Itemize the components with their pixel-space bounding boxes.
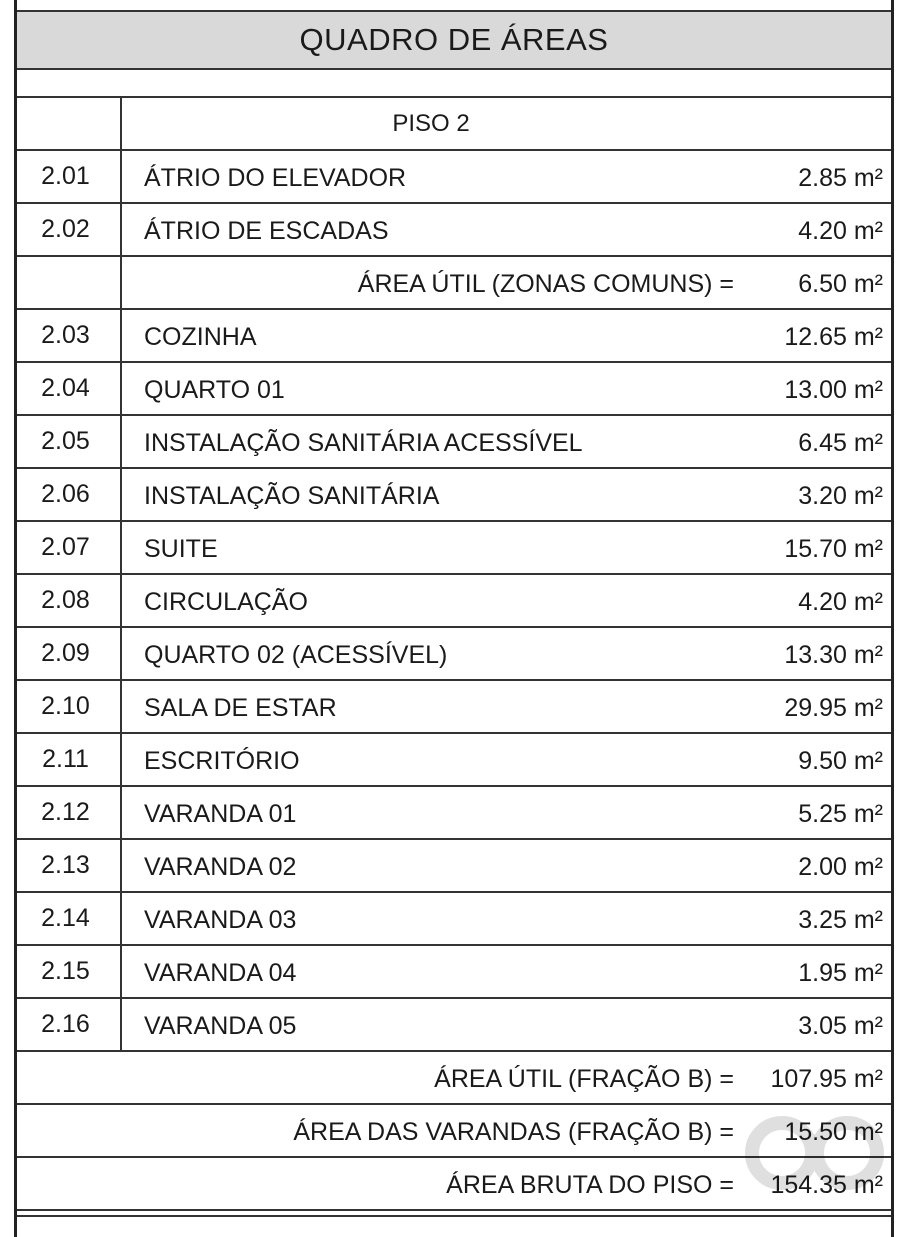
room-code: 2.11 xyxy=(17,734,122,785)
room-code: 2.01 xyxy=(17,151,122,202)
room-code: 2.02 xyxy=(17,204,122,255)
room-code: 2.06 xyxy=(17,469,122,520)
room-name: VARANDA 05 xyxy=(144,1012,297,1040)
total-label: ÁREA BRUTA DO PISO = xyxy=(446,1171,734,1199)
floor-header-row xyxy=(17,98,891,151)
room-code: 2.15 xyxy=(17,946,122,997)
room-area: 3.05 m² xyxy=(798,1012,883,1040)
room-area: 29.95 m² xyxy=(784,694,883,722)
room-code: 2.04 xyxy=(17,363,122,414)
room-area: 1.95 m² xyxy=(798,959,883,987)
total-area: 107.95 m² xyxy=(770,1065,883,1093)
total-row-useful xyxy=(17,1052,891,1105)
room-name: VARANDA 03 xyxy=(144,906,297,934)
room-name: ÁTRIO DE ESCADAS xyxy=(144,217,389,245)
total-row-gross xyxy=(17,1158,891,1211)
table-row xyxy=(17,999,891,1052)
bottom-border xyxy=(17,1215,891,1225)
room-name: ESCRITÓRIO xyxy=(144,747,300,775)
subtotal-label: ÁREA ÚTIL (ZONAS COMUNS) = xyxy=(357,270,734,298)
total-area: 154.35 m² xyxy=(770,1171,883,1199)
room-area: 6.45 m² xyxy=(798,429,883,457)
subtotal-code-cell xyxy=(17,257,122,308)
room-area: 4.20 m² xyxy=(798,588,883,616)
room-name: COZINHA xyxy=(144,323,257,351)
common-subtotal-row xyxy=(17,257,891,310)
table-row xyxy=(17,681,891,734)
table-row xyxy=(17,946,891,999)
room-area: 4.20 m² xyxy=(798,217,883,245)
table-row xyxy=(17,734,891,787)
room-code: 2.08 xyxy=(17,575,122,626)
room-code: 2.16 xyxy=(17,999,122,1050)
table-row xyxy=(17,840,891,893)
subtotal-area: 6.50 m² xyxy=(798,270,883,298)
total-area: 15.50 m² xyxy=(784,1118,883,1146)
room-area: 2.00 m² xyxy=(798,853,883,881)
room-code: 2.05 xyxy=(17,416,122,467)
table-row xyxy=(17,469,891,522)
room-code: 2.13 xyxy=(17,840,122,891)
table-row xyxy=(17,416,891,469)
table-title: QUADRO DE ÁREAS xyxy=(17,12,891,70)
room-name: QUARTO 02 (ACESSÍVEL) xyxy=(144,641,448,669)
table-row xyxy=(17,151,891,204)
top-border-strip xyxy=(17,0,891,12)
room-name: CIRCULAÇÃO xyxy=(144,588,308,616)
room-name: QUARTO 01 xyxy=(144,376,285,404)
floor-label: PISO 2 xyxy=(392,109,470,137)
room-area: 2.85 m² xyxy=(798,164,883,192)
total-row-balconies xyxy=(17,1105,891,1158)
table-row xyxy=(17,787,891,840)
table-row xyxy=(17,363,891,416)
table-row xyxy=(17,522,891,575)
room-name: VARANDA 02 xyxy=(144,853,297,881)
spacer-row xyxy=(17,70,891,98)
room-name: INSTALAÇÃO SANITÁRIA xyxy=(144,482,440,510)
room-name: SUITE xyxy=(144,535,218,563)
total-label: ÁREA ÚTIL (FRAÇÃO B) = xyxy=(434,1065,734,1093)
areas-table-sheet xyxy=(14,0,894,1237)
room-code: 2.12 xyxy=(17,787,122,838)
table-row xyxy=(17,628,891,681)
fraction-rows xyxy=(17,310,891,1052)
header-code-cell xyxy=(17,98,122,149)
room-area: 13.30 m² xyxy=(784,641,883,669)
header-area-cell xyxy=(740,98,891,149)
room-area: 9.50 m² xyxy=(798,747,883,775)
room-code: 2.09 xyxy=(17,628,122,679)
room-area: 5.25 m² xyxy=(798,800,883,828)
room-code: 2.14 xyxy=(17,893,122,944)
room-area: 3.25 m² xyxy=(798,906,883,934)
room-code: 2.10 xyxy=(17,681,122,732)
room-name: VARANDA 01 xyxy=(144,800,297,828)
room-name: INSTALAÇÃO SANITÁRIA ACESSÍVEL xyxy=(144,429,583,457)
room-name: ÁTRIO DO ELEVADOR xyxy=(144,164,407,192)
room-area: 3.20 m² xyxy=(798,482,883,510)
table-row xyxy=(17,204,891,257)
room-area: 12.65 m² xyxy=(784,323,883,351)
room-code: 2.03 xyxy=(17,310,122,361)
total-label: ÁREA DAS VARANDAS (FRAÇÃO B) = xyxy=(293,1118,734,1146)
room-name: SALA DE ESTAR xyxy=(144,694,337,722)
room-area: 15.70 m² xyxy=(784,535,883,563)
table-row xyxy=(17,893,891,946)
room-area: 13.00 m² xyxy=(784,376,883,404)
table-row xyxy=(17,310,891,363)
table-row xyxy=(17,575,891,628)
room-code: 2.07 xyxy=(17,522,122,573)
room-name: VARANDA 04 xyxy=(144,959,297,987)
